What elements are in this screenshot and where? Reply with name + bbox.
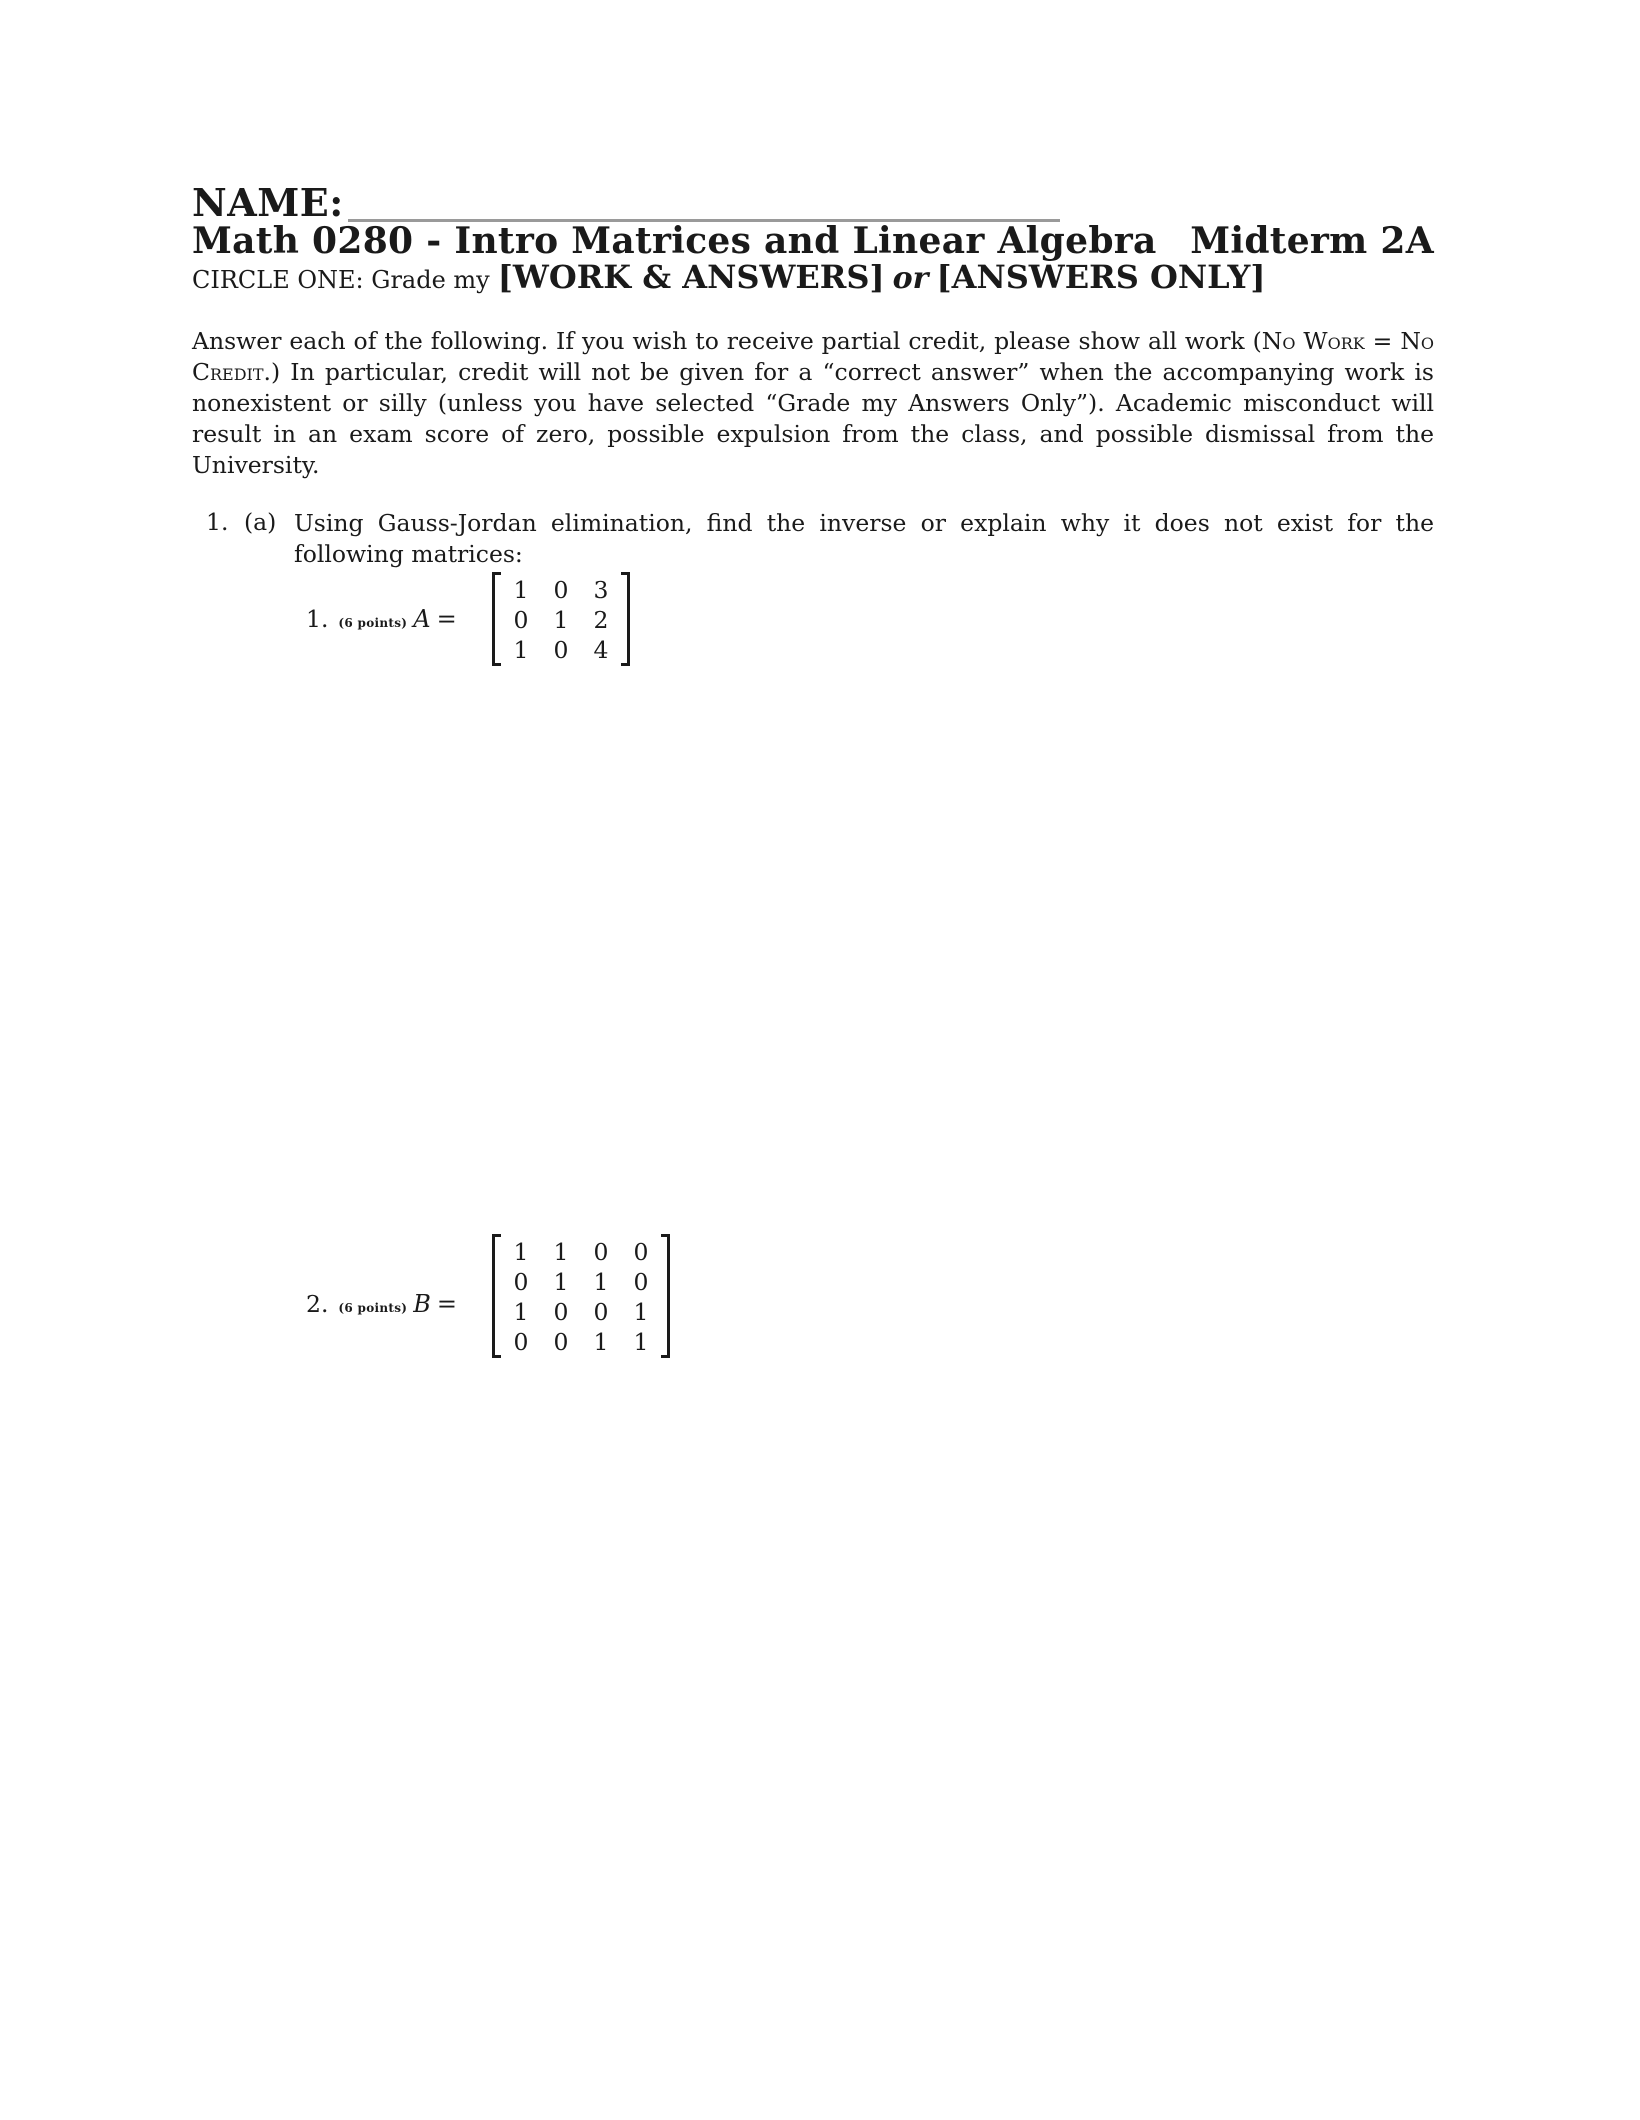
matrix-cell: 0 bbox=[553, 636, 569, 664]
course-title: Math 0280 - Intro Matrices and Linear Algebra bbox=[192, 220, 1157, 262]
matrix-cell: 1 bbox=[633, 1298, 649, 1326]
equals-sign: = bbox=[1364, 327, 1401, 355]
matrix-cell: 1 bbox=[553, 1238, 569, 1266]
subproblem-number: 1. bbox=[306, 605, 329, 633]
matrix-cell: 1 bbox=[553, 1268, 569, 1296]
matrix-cell: 1 bbox=[513, 636, 529, 664]
matrix-cell: 3 bbox=[593, 576, 609, 604]
equals-sign: = bbox=[436, 605, 457, 633]
no-work-text: No Work bbox=[1261, 327, 1365, 355]
right-bracket bbox=[661, 1234, 670, 1358]
option-answers-only[interactable]: [ANSWERS ONLY] bbox=[936, 258, 1266, 296]
matrix-cell: 1 bbox=[593, 1268, 609, 1296]
matrix-cell: 0 bbox=[513, 1328, 529, 1356]
or-text: or bbox=[892, 261, 929, 296]
matrix-cell: 0 bbox=[593, 1298, 609, 1326]
matrix-cell: 1 bbox=[513, 1238, 529, 1266]
option-work-and-answers[interactable]: [WORK & ANSWERS] bbox=[497, 258, 885, 296]
grading-choice-row bbox=[192, 258, 1266, 296]
matrix-cell: 1 bbox=[593, 1328, 609, 1356]
right-bracket bbox=[621, 572, 630, 666]
matrix-b bbox=[492, 1234, 670, 1358]
name-label: NAME: bbox=[192, 180, 344, 225]
points-label: (6 points) bbox=[338, 1301, 408, 1315]
matrix-cell: 1 bbox=[553, 606, 569, 634]
matrix-variable: B bbox=[413, 1290, 431, 1318]
matrix-cell: 4 bbox=[593, 636, 609, 664]
matrix-a bbox=[492, 572, 630, 666]
matrix-cell: 1 bbox=[513, 1298, 529, 1326]
instructions-paragraph bbox=[192, 326, 1434, 481]
problem-part-label: (a) bbox=[244, 508, 277, 536]
matrix-cell: 0 bbox=[593, 1238, 609, 1266]
subproblem-1-label bbox=[306, 605, 457, 633]
matrix-cell: 0 bbox=[513, 1268, 529, 1296]
instructions-text-1: Answer each of the following. If you wish to receive partial credit, please show all work ( bbox=[192, 327, 1262, 355]
circle-one-prefix: CIRCLE ONE: Grade my bbox=[192, 266, 490, 294]
equals-sign: = bbox=[436, 1290, 458, 1318]
instructions-text-2: .) In particular, credit will not be given for a “correct answer” when the accompanying work is nonexistent or silly (unless you have selected “Grade my Answers Only”). Academic misconduct will result in an exam score of zero, possible expulsion from the class, and possible dismissal from the University. bbox=[192, 358, 1434, 479]
matrix-cell: 0 bbox=[633, 1268, 649, 1296]
points-label: (6 points) bbox=[338, 616, 408, 630]
no-credit-text: No Credit bbox=[192, 327, 1434, 386]
matrix-cell: 1 bbox=[633, 1328, 649, 1356]
matrix-cell: 0 bbox=[553, 576, 569, 604]
left-bracket bbox=[492, 572, 501, 666]
left-bracket bbox=[492, 1234, 501, 1358]
matrix-variable: A bbox=[413, 605, 431, 633]
matrix-cell: 1 bbox=[513, 576, 529, 604]
exam-code: Midterm 2A bbox=[1190, 220, 1434, 262]
matrix-cell: 0 bbox=[553, 1298, 569, 1326]
problem-number: 1. bbox=[206, 508, 229, 536]
matrix-cell: 0 bbox=[513, 606, 529, 634]
matrix-cell: 2 bbox=[593, 606, 609, 634]
subproblem-2-label bbox=[306, 1290, 457, 1318]
matrix-cell: 0 bbox=[553, 1328, 569, 1356]
problem-text: Using Gauss-Jordan elimination, find the inverse or explain why it does not exist for the following matrices: bbox=[294, 509, 1434, 568]
matrix-cell: 0 bbox=[633, 1238, 649, 1266]
subproblem-number: 2. bbox=[306, 1290, 329, 1318]
